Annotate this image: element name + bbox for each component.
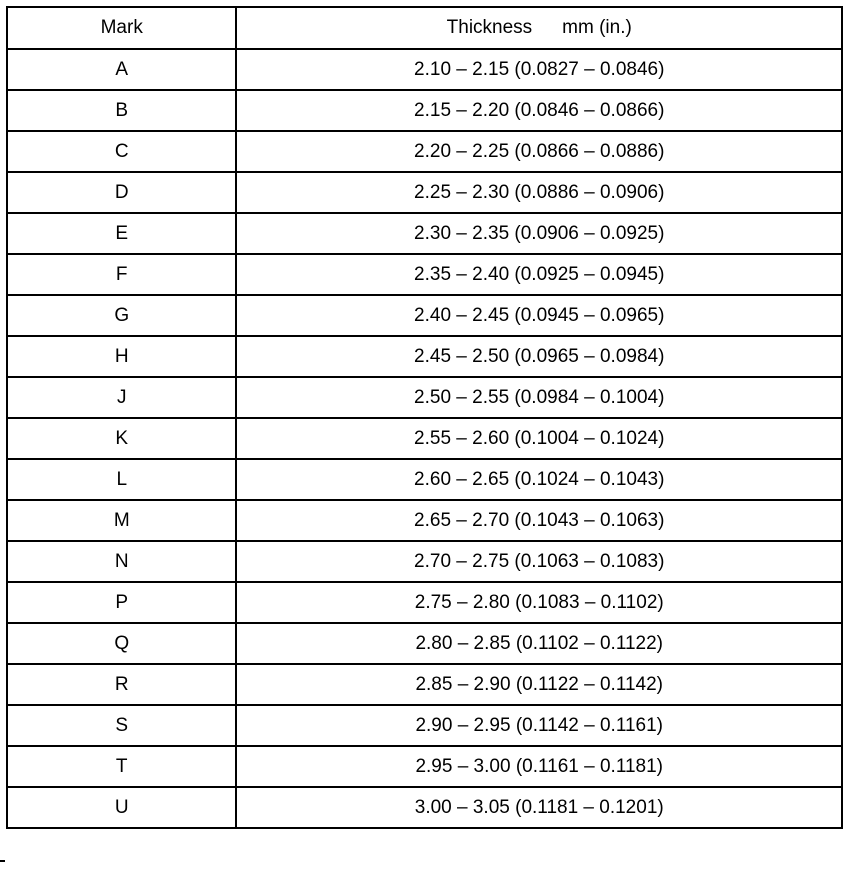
table-row [7, 664, 842, 705]
mark-cell: S [7, 705, 236, 746]
table-row [7, 418, 842, 459]
table-row [7, 500, 842, 541]
mark-cell: N [7, 541, 236, 582]
scan-edge-mark [0, 860, 5, 862]
thickness-cell: 2.70 – 2.75 (0.1063 – 0.1083) [236, 541, 842, 582]
thickness-cell: 2.20 – 2.25 (0.0866 – 0.0886) [236, 131, 842, 172]
table-row [7, 541, 842, 582]
header-mark: Mark [7, 7, 236, 49]
thickness-cell: 2.75 – 2.80 (0.1083 – 0.1102) [236, 582, 842, 623]
mark-cell: E [7, 213, 236, 254]
mark-cell: J [7, 377, 236, 418]
thickness-cell: 2.50 – 2.55 (0.0984 – 0.1004) [236, 377, 842, 418]
table-row [7, 49, 842, 90]
thickness-cell: 2.95 – 3.00 (0.1161 – 0.1181) [236, 746, 842, 787]
thickness-cell: 2.55 – 2.60 (0.1004 – 0.1024) [236, 418, 842, 459]
header-thickness [236, 7, 842, 49]
table-row [7, 459, 842, 500]
table-row [7, 746, 842, 787]
table-row [7, 705, 842, 746]
table-row [7, 213, 842, 254]
table-row [7, 582, 842, 623]
thickness-cell: 2.45 – 2.50 (0.0965 – 0.0984) [236, 336, 842, 377]
mark-cell: H [7, 336, 236, 377]
mark-cell: T [7, 746, 236, 787]
thickness-cell: 2.10 – 2.15 (0.0827 – 0.0846) [236, 49, 842, 90]
mark-cell: F [7, 254, 236, 295]
mark-cell: K [7, 418, 236, 459]
mark-cell: G [7, 295, 236, 336]
thickness-cell: 2.85 – 2.90 (0.1122 – 0.1142) [236, 664, 842, 705]
mark-cell: M [7, 500, 236, 541]
thickness-cell: 2.40 – 2.45 (0.0945 – 0.0965) [236, 295, 842, 336]
mark-cell: B [7, 90, 236, 131]
thickness-cell: 2.65 – 2.70 (0.1043 – 0.1063) [236, 500, 842, 541]
thickness-cell: 2.90 – 2.95 (0.1142 – 0.1161) [236, 705, 842, 746]
table-row [7, 172, 842, 213]
thickness-table [6, 6, 843, 829]
header-thickness-label: Thickness [446, 17, 533, 38]
thickness-cell: 2.15 – 2.20 (0.0846 – 0.0866) [236, 90, 842, 131]
table-row [7, 623, 842, 664]
thickness-cell: 2.35 – 2.40 (0.0925 – 0.0945) [236, 254, 842, 295]
mark-cell: P [7, 582, 236, 623]
table-row [7, 377, 842, 418]
header-row [7, 7, 842, 49]
table-row [7, 295, 842, 336]
mark-cell: U [7, 787, 236, 828]
thickness-cell: 2.80 – 2.85 (0.1102 – 0.1122) [236, 623, 842, 664]
table-row [7, 90, 842, 131]
table-row [7, 131, 842, 172]
header-unit-label: mm (in.) [562, 17, 632, 38]
thickness-cell: 2.60 – 2.65 (0.1024 – 0.1043) [236, 459, 842, 500]
thickness-cell: 2.30 – 2.35 (0.0906 – 0.0925) [236, 213, 842, 254]
mark-cell: L [7, 459, 236, 500]
mark-cell: R [7, 664, 236, 705]
mark-cell: D [7, 172, 236, 213]
table-row [7, 254, 842, 295]
mark-cell: C [7, 131, 236, 172]
thickness-cell: 3.00 – 3.05 (0.1181 – 0.1201) [236, 787, 842, 828]
thickness-cell: 2.25 – 2.30 (0.0886 – 0.0906) [236, 172, 842, 213]
mark-cell: A [7, 49, 236, 90]
table-row [7, 787, 842, 828]
table-row [7, 336, 842, 377]
table-body [7, 49, 842, 828]
mark-cell: Q [7, 623, 236, 664]
